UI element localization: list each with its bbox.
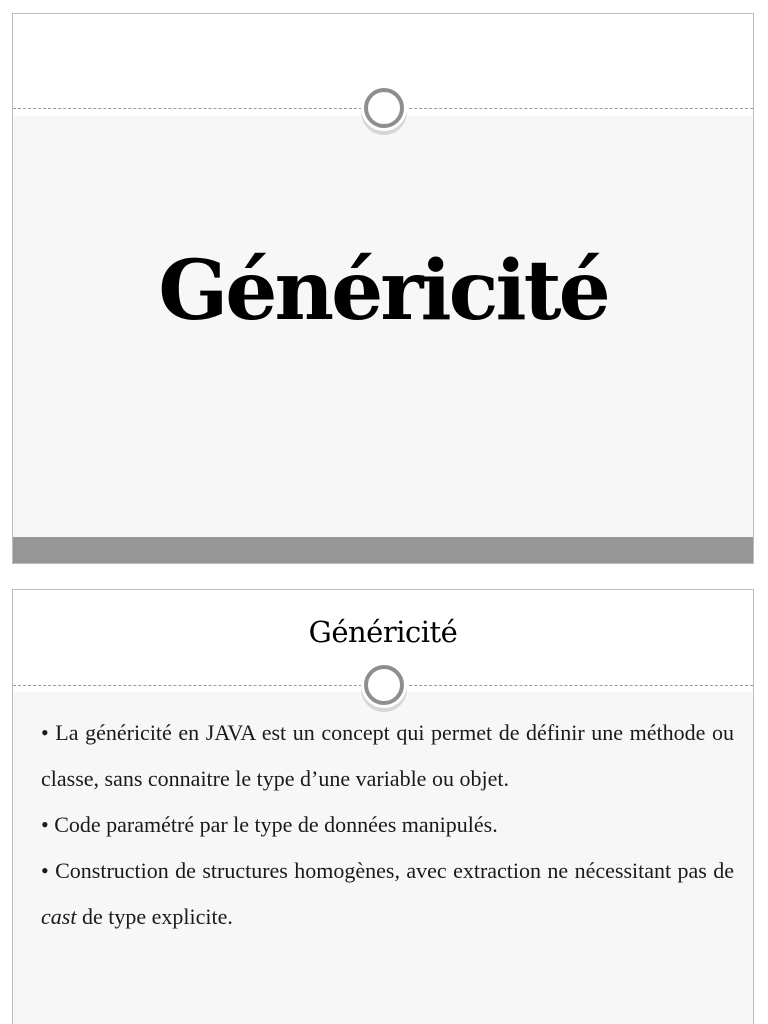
bullet-icon: • (41, 812, 49, 837)
bullet-icon: • (41, 858, 49, 883)
main-title: Généricité (158, 243, 608, 339)
bullet-item (41, 710, 734, 802)
title-slide (12, 13, 754, 564)
bullet-icon: • (41, 720, 49, 745)
bullet-text: Code paramétré par le type de données manipulés. (54, 812, 498, 837)
slide-title: Généricité (308, 615, 458, 649)
bullet-text: La généricité en JAVA est un concept qui permet de définir une méthode ou classe, sans connaitre le type d’une variable ou objet. (41, 720, 734, 791)
emphasis-term: cast (41, 904, 77, 929)
ring-ornament-icon (364, 88, 404, 128)
bullet-item (41, 848, 734, 940)
bullet-item (41, 802, 734, 848)
bullet-text: de type explicite. (81, 904, 233, 929)
content-slide (12, 589, 754, 1024)
bullet-text: Construction de structures homogènes, avec extraction ne nécessitant pas de (55, 858, 734, 883)
footer-bar (13, 537, 753, 563)
bullet-list (41, 710, 734, 940)
ring-ornament-icon (364, 665, 404, 705)
